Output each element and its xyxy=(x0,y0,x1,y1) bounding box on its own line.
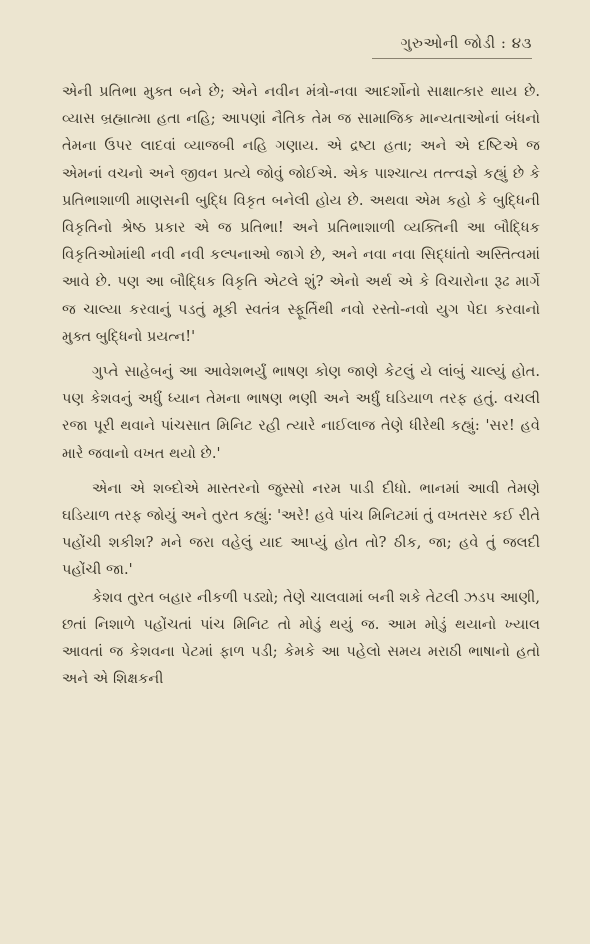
paragraph-2: ગુપ્તે સાહેબનું આ આવેશભર્યું ભાષણ કોણ જાણે કેટલું યે લાંબું ચાલ્યું હોત. પણ કેશવનું અર્ધું ધ્યાન તેમના ભાષણ ભણી અને અર્ધું ઘડિયાળ તરફ હતું. વચલી રજા પૂરી થવાને પાંચસાત મિનિટ રહી ત્યારે નાઈલાજ તેણે ધીરેથી કહ્યું: 'સર! હવે મારે જવાનો વખત થયો છે.' xyxy=(62,363,540,462)
paragraph-4: કેશવ તુરત બહાર નીકળી પડ્યો; તેણે ચાલવામાં બની શકે તેટલી ઝડપ આણી, છતાં નિશાળે પહોંચતાં પાંચ મિનિટ તો મોડું થયું જ. આમ મોડું થયાનો ખ્યાલ આવતાં જ કેશવના પેટમાં ફાળ પડી; કેમકે આ પહેલો સમય મરાઠી ભાષાનો હતો અને એ શિક્ષકની xyxy=(62,588,540,688)
paragraph-1: એની પ્રતિભા મુક્ત બને છે; એને નવીન મંત્રો-નવા આદર્શોનો સાક્ષાત્કાર થાય છે. વ્યાસ બ્રહ્માત્મા હતા નહિ; આપણાં નૈતિક તેમ જ સામાજિક માન્યતાઓનાં બંધનો તેમના ઉપર લાદવાં વ્યાજબી નહિ ગણાય. એ દ્રષ્ટા હતા; અને એ દષ્ટિએ જ એમનાં વચનો અને જીવન પ્રત્યે જોવું જોઈએ. એક પાશ્ચાત્ય તત્ત્વજ્ઞે કહ્યું છે કે પ્રતિભાશાળી માણસની બુદ્ધિ વિકૃત બનેલી હોય છે. અથવા એમ કહો કે બુદ્ધિની વિકૃતિનો શ્રેષ્ઠ પ્રકાર એ જ પ્રતિભા! અને પ્રતિભાશાળી વ્યક્તિની આ બૌદ્ધિક વિકૃતિઓમાંથી નવી નવી કલ્પનાઓ જાગે છે, અને નવા નવા સિદ્ધાંતો અસ્તિત્વમાં આવે છે. પણ આ બૌદ્ધિક વિકૃતિ એટલે શું? એનો અર્થ એ કે વિચારોના રૂઢ માર્ગે જ ચાલ્યા કરવાનું પડતું મૂકી સ્વતંત્ર સ્ફૂર્તિથી નવો રસ્તો-નવો યુગ પેદા કરવાનો મુક્ત બુદ્ધિનો પ્રયત્ન!' xyxy=(62,83,540,345)
header-underline xyxy=(372,58,532,59)
running-header: ગુરુઓની જોડી : ૪૩ xyxy=(400,34,532,52)
paragraph-3: એના એ શબ્દોએ માસ્તરનો જુસ્સો નરમ પાડી દીધો. ભાનમાં આવી તેમણે ઘડિયાળ તરફ જોયું અને તુરત કહ્યું: 'અરે! હવે પાંચ મિનિટમાં તું વખતસર કઈ રીતે પહોંચી શકીશ? મને જરા વહેલું યાદ આપ્યું હોત તો? ઠીક, જા; હવે તું જલદી પહોંચી જા.' xyxy=(62,479,540,579)
body-text xyxy=(62,78,540,692)
